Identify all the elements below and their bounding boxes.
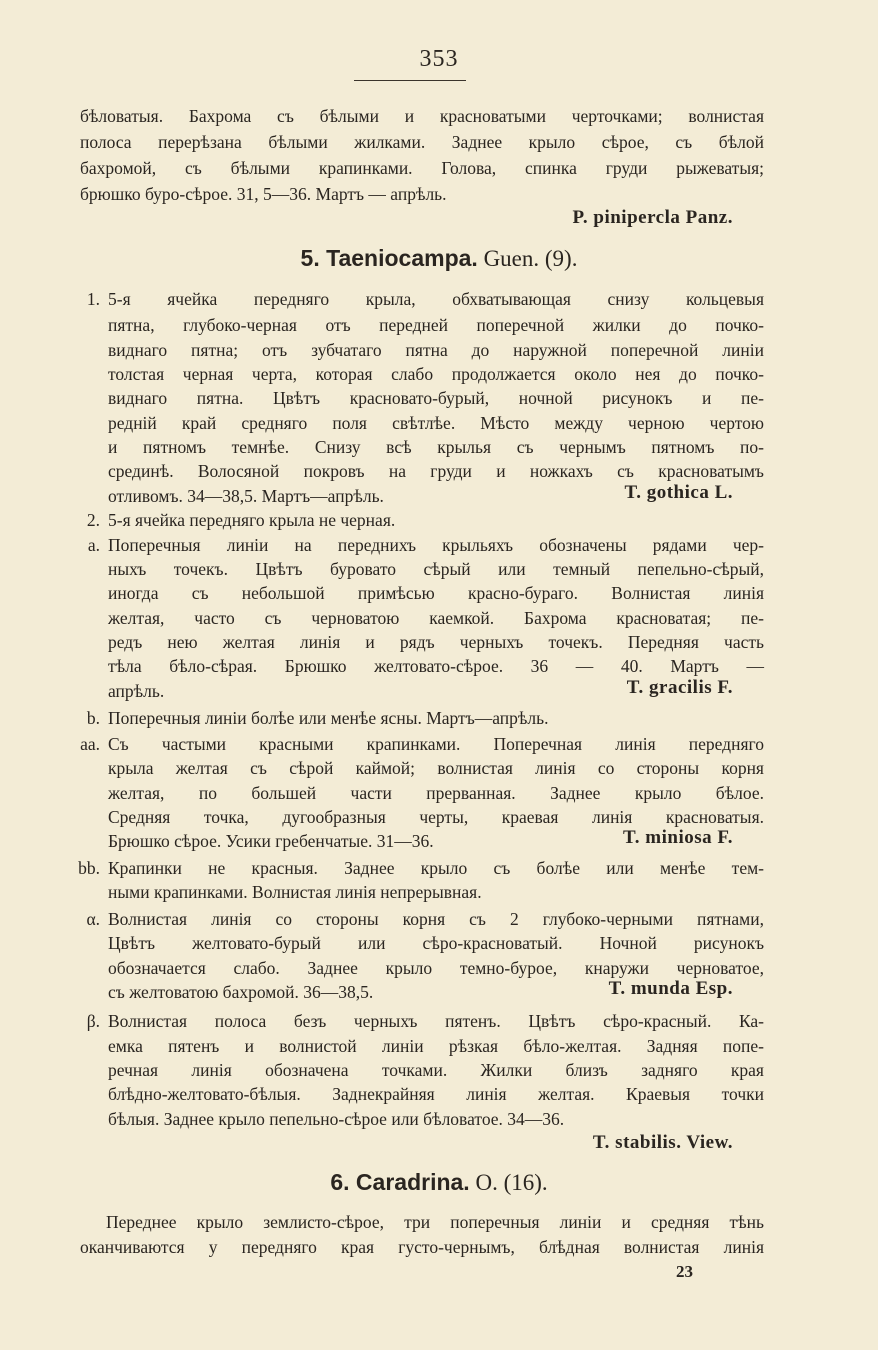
genus-heading: 6. Caradrina. O. (16).: [330, 1169, 548, 1195]
text-line: оканчиваются у передняго края густо-чернымъ, блѣдная волнистая линія: [80, 1237, 764, 1257]
text-line: Средняя точка, дугообразныя черты, краевая линія красноватыя.: [108, 807, 764, 827]
species-name: T. gracilis F.: [626, 677, 733, 698]
text-line: полоса перерѣзана бѣлыми жилками. Заднее крыло сѣрое, съ бѣлой: [80, 132, 764, 152]
text-line: иногда съ небольшой примѣсью красно-бураго. Волнистая линія: [108, 583, 764, 603]
species-name: T. stabilis. View.: [592, 1132, 733, 1153]
text-line: Цвѣтъ желтовато-бурый или сѣро-красноватый. Ночной рисунокъ: [108, 933, 764, 953]
entry-label: α.: [86, 909, 100, 929]
text-line: желтая, часто съ черноватою каемкой. Бахрома красноватая; пе-: [108, 608, 764, 628]
text-line: тѣла бѣло-сѣрая. Брюшко желтовато-сѣрое. 36 — 40. Мартъ —: [108, 656, 764, 676]
text-line: ныхъ точекъ. Цвѣтъ буровато сѣрый или темный пепельно-сѣрый,: [108, 559, 764, 579]
text-line: виднаго пятна; отъ зубчатаго пятна до наружной поперечной линіи: [108, 340, 764, 360]
species-name: T. munda Esp.: [608, 978, 733, 999]
entry-label: 1.: [86, 289, 100, 309]
text-line: бѣловатыя. Бахрома съ бѣлыми и красноватыми черточками; волнистая: [80, 106, 764, 126]
text-line: Переднее крыло землисто-сѣрое, три поперечныя линіи и средняя тѣнь: [106, 1212, 764, 1232]
entry-label: a.: [87, 535, 100, 555]
entry-label: 2.: [86, 510, 100, 530]
text-line: редній край средняго поля свѣтлѣе. Мѣсто между черною чертою: [108, 413, 764, 433]
text-line: крыла желтая съ сѣрой каймой; волнистая линія со стороны корня: [108, 758, 764, 778]
text-line: редъ нею желтая линія и рядъ черныхъ точекъ. Передняя часть: [108, 632, 764, 652]
species-name: T. miniosa F.: [623, 827, 733, 848]
text-line: пятна, глубоко-черная отъ передней поперечной жилки до почко-: [108, 315, 764, 335]
text-line: съ желтоватою бахромой. 36—38,5.: [108, 982, 374, 1002]
text-line: Поперечныя линіи на переднихъ крыльяхъ обозначены рядами чер-: [108, 535, 764, 555]
text-line: желтая, по большей части прерванная. Заднее крыло бѣлое.: [108, 783, 764, 803]
header-rule: [354, 80, 466, 81]
text-line: отливомъ. 34—38,5. Мартъ—апрѣль.: [108, 486, 384, 506]
text-line: толстая черная черта, которая слабо продолжается около нея до почко-: [108, 364, 764, 384]
text-line: блѣдно-желтовато-бѣлыя. Заднекрайняя линія желтая. Краевыя точки: [108, 1084, 764, 1104]
entry-label: bb.: [78, 858, 100, 878]
genus-heading: 5. Taeniocampa. Guen. (9).: [300, 245, 578, 271]
text-line: ными крапинками. Волнистая линія непрерывная.: [108, 882, 482, 902]
entry-label: β.: [86, 1011, 100, 1031]
text-line: бѣлыя. Заднее крыло пепельно-сѣрое или бѣловатое. 34—36.: [108, 1109, 565, 1129]
page-number: 353: [419, 46, 459, 72]
text-line: срединѣ. Волосяной покровъ на груди и ножкахъ съ красноватымъ: [108, 461, 764, 481]
text-line: 5-я ячейка передняго крыла не черная.: [108, 510, 396, 530]
text-line: речная линія обозначена точками. Жилки близъ задняго края: [108, 1060, 764, 1080]
entry-label: aa.: [80, 734, 100, 754]
text-line: брюшко буро-сѣрое. 31, 5—36. Мартъ — апрѣль.: [80, 184, 447, 204]
text-line: обозначается слабо. Заднее крыло темно-бурое, кнаружи черноватое,: [108, 958, 764, 978]
species-name: P. pinipercla Panz.: [572, 207, 733, 228]
text-line: Съ частыми красными крапинками. Поперечная линія передняго: [108, 734, 764, 754]
text-line: Волнистая линія со стороны корня съ 2 глубоко-черными пятнами,: [108, 909, 764, 929]
text-line: апрѣль.: [108, 681, 165, 701]
text-line: бахромой, съ бѣлыми крапинками. Голова, спинка груди рыжеватыя;: [80, 158, 764, 178]
signature-mark: 23: [676, 1262, 693, 1281]
text-line: Поперечныя линіи болѣе или менѣе ясны. Мартъ—апрѣль.: [108, 708, 549, 728]
text-line: Брюшко сѣрое. Усики гребенчатые. 31—36.: [108, 831, 434, 851]
species-name: T. gothica L.: [624, 482, 733, 503]
text-line: Волнистая полоса безъ черныхъ пятенъ. Цвѣтъ сѣро-красный. Ка-: [108, 1011, 764, 1031]
text-line: виднаго пятна. Цвѣтъ красновато-бурый, ночной рисунокъ и пе-: [108, 388, 764, 408]
text-line: 5-я ячейка передняго крыла, обхватывающая снизу кольцевыя: [108, 289, 764, 309]
entry-label: b.: [86, 708, 100, 728]
text-line: и пятномъ темнѣе. Снизу всѣ крылья съ чернымъ пятномъ по-: [108, 437, 764, 457]
text-line: емка пятенъ и волнистой линіи рѣзкая бѣло-желтая. Задняя попе-: [108, 1036, 764, 1056]
text-line: Крапинки не красныя. Заднее крыло съ болѣе или менѣе тем-: [108, 858, 764, 878]
